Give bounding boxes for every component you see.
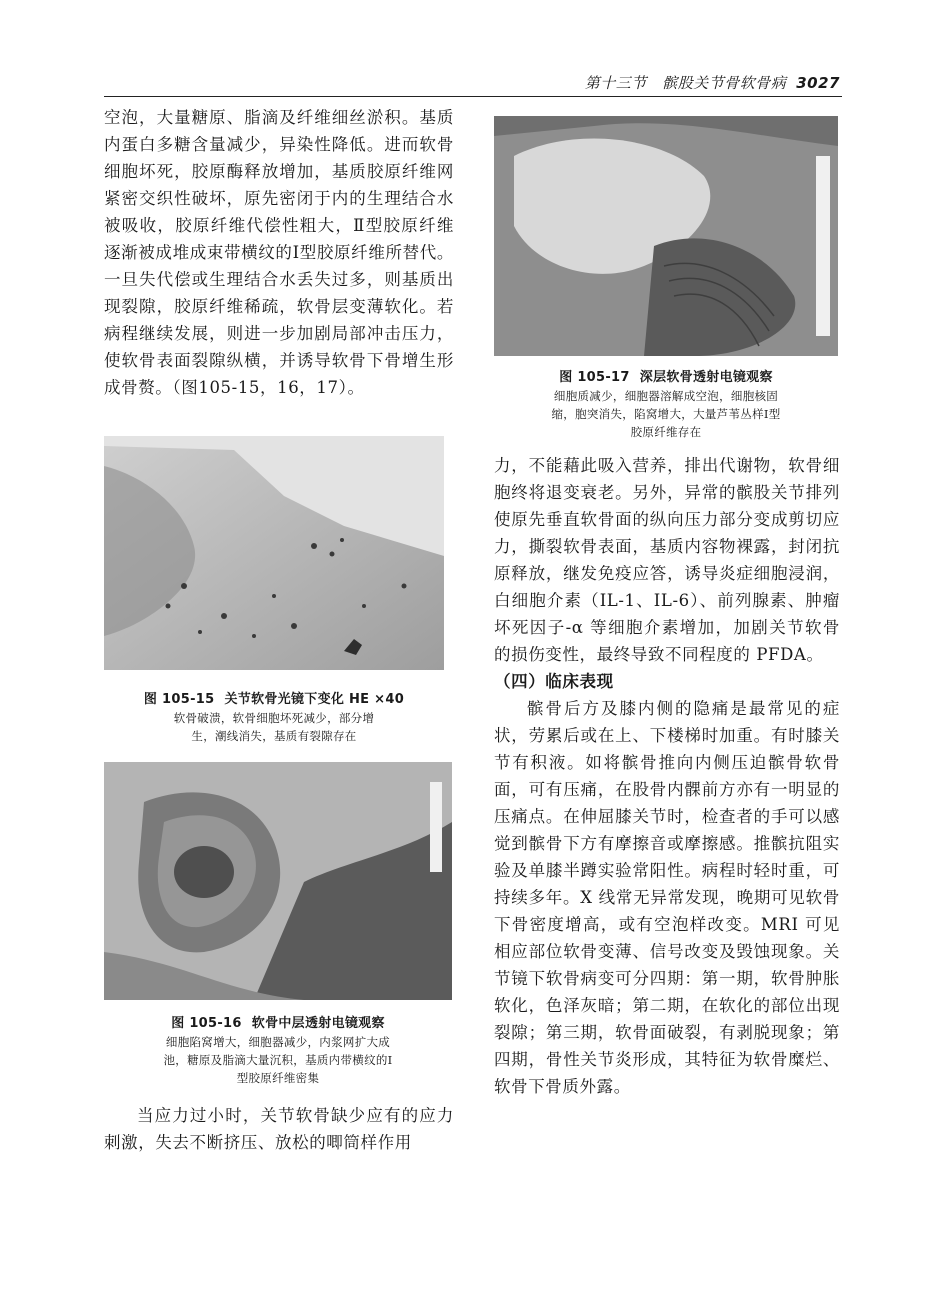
section-heading: （四）临床表现 <box>494 672 614 691</box>
figure-105-16-image <box>104 762 452 1000</box>
figure-105-17-image <box>494 116 838 356</box>
figure-105-15-caption <box>104 690 444 745</box>
right-column <box>494 452 840 1100</box>
left-paragraph-1: 空泡，大量糖原、脂滴及纤维细丝淤积。基质内蛋白多糖含量减少，异染性降低。进而软骨细胞坏死，胶原酶释放增加，基质胶原纤维网紧密交织性破坏，原先密闭于内的生理结合水被吸收，胶原纤维代偿性粗大，Ⅱ型胶原纤维逐渐被成堆成束带横纹的Ⅰ型胶原纤维所替代。一旦失代偿或生理结合水丢失过多，则基质出现裂隙，胶原纤维稀疏，软骨层变薄软化。若病程继续发展，则进一步加剧局部冲击压力，使软骨表面裂隙纵横，并诱导软骨下骨增生形成骨赘。（图105-15，16，17）。 <box>104 108 454 397</box>
header-section: 第十三节 髌股关节骨软骨病 <box>584 74 787 92</box>
fig15-desc: 软骨破溃，软骨细胞坏死减少，部分增生，潮线消失，基质有裂隙存在 <box>173 711 375 743</box>
fig16-desc: 细胞陷窝增大，细胞器减少，内浆网扩大成池，糖原及脂滴大量沉积，基质内带横纹的Ⅰ型胶原纤维密集 <box>163 1035 393 1085</box>
fig17-title: 深层软骨透射电镜观察 <box>639 370 773 385</box>
fig15-number: 图 105-15 <box>143 692 215 707</box>
right-paragraph-2: 髌骨后方及膝内侧的隐痛是最常见的症状，劳累后或在上、下楼梯时加重。有时膝关节有积液。如将髌骨推向内侧压迫髌骨软骨面，可有压痛，在股骨内髁前方亦有一明显的压痛点。在伸屈膝关节时，检查者的手可以感觉到髌骨下方有摩擦音或摩擦感。推髌抗阻实验及单膝半蹲实验常阳性。病程时轻时重，可持续多年。X 线常无异常发现，晚期可见软骨下骨密度增高，或有空泡样改变。MRI 可见相应部位软骨变薄、信号改变及毁蚀现象。关节镜下软骨病变可分四期：第一期，软骨肿胀软化，色泽灰暗；第二期，在软化的部位出现裂隙；第三期，软骨面破裂，有剥脱现象；第四期，骨性关节炎形成，其特征为软骨糜烂、软骨下骨质外露。 <box>494 699 840 1096</box>
figure-105-15-image <box>104 436 444 670</box>
left-paragraph-2: 当应力过小时，关节软骨缺少应有的应力刺激，失去不断挤压、放松的唧筒样作用 <box>104 1106 454 1152</box>
fig16-number: 图 105-16 <box>171 1016 242 1031</box>
figure-105-16-caption <box>104 1014 452 1087</box>
left-column-top <box>104 104 454 401</box>
fig17-desc: 细胞质减少，细胞器溶解成空泡，细胞核固缩，胞突消失，陷窝增大，大量芦苇丛样Ⅰ型胶原纤维存在 <box>551 389 781 439</box>
right-paragraph-1: 力，不能藉此吸入营养，排出代谢物，软骨细胞终将退变衰老。另外，异常的髌股关节排列使原先垂直软骨面的纵向压力部分变成剪切应力，撕裂软骨表面，基质内容物裸露，封闭抗原释放，继发免疫应答，诱导炎症细胞浸润，白细胞介素（IL-1、IL-6）、前列腺素、肿瘤坏死因子-α 等细胞介素增加，加剧关节软骨的损伤变性，最终导致不同程度的 PFDA。 <box>494 456 840 664</box>
left-column-bottom <box>104 1102 454 1156</box>
fig17-number: 图 105-17 <box>559 370 630 385</box>
fig15-title: 关节软骨光镜下变化 HE ×40 <box>224 692 405 707</box>
figure-105-17-caption <box>494 368 838 441</box>
running-header <box>104 66 842 97</box>
header-text <box>585 72 840 93</box>
fig16-title: 软骨中层透射电镜观察 <box>251 1016 385 1031</box>
page-number: 3027 <box>796 74 840 92</box>
